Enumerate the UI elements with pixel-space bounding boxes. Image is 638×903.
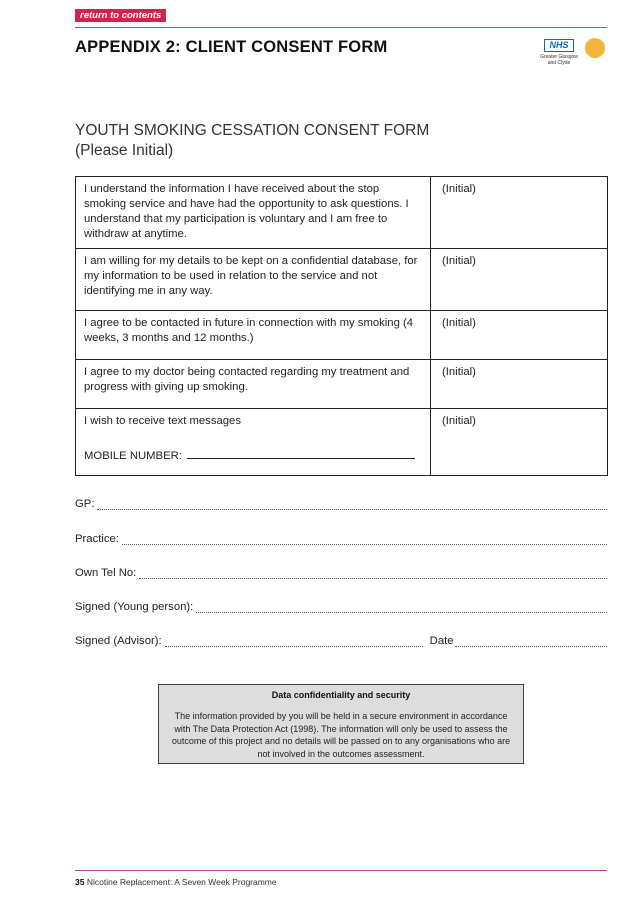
date-field[interactable] [455, 638, 607, 647]
consent-statement [76, 409, 431, 476]
mobile-number-field[interactable] [187, 449, 415, 459]
appendix-title: APPENDIX 2: CLIENT CONSENT FORM [75, 38, 388, 56]
table-row [76, 249, 608, 311]
initial-box[interactable]: (Initial) [431, 177, 608, 249]
nhs-logo-mark: NHS [544, 39, 574, 52]
consent-statement: I am willing for my details to be kept on a confidential database, for my information to be used in relation to the service and not identifying me in any way. [76, 249, 431, 311]
signed-advisor-field[interactable] [165, 638, 423, 647]
consent-statement: I understand the information I have received about the stop smoking service and have had the opportunity to ask questions. I understand that my participation is voluntary and I am free to withdraw at anytime. [76, 177, 431, 249]
notice-body: The information provided by you will be held in a secure environment in accordance with The Data Protection Act (1998). The information will only be used to assess the outcome of this project and no details will be passed on to any organisations who are not involved in the outcomes assessment. [171, 711, 511, 759]
nhs-logo [535, 39, 583, 85]
initial-box[interactable]: (Initial) [431, 249, 608, 311]
practice-field[interactable] [122, 536, 607, 545]
nhs-logo-line2: and Clyde [547, 60, 571, 66]
consent-table [75, 176, 608, 476]
gp-field[interactable] [97, 501, 607, 510]
practice-field-row [75, 533, 607, 545]
signed-young-label: Signed (Young person): [75, 601, 194, 613]
sun-icon [585, 38, 605, 58]
header-divider [75, 27, 607, 28]
form-title-instruction: (Please Initial) [75, 142, 174, 159]
page-footer [75, 877, 277, 887]
own-tel-label: Own Tel No: [75, 567, 137, 579]
consent-statement: I agree to be contacted in future in connection with my smoking (4 weeks, 3 months and 12 months.) [76, 311, 431, 360]
footer-title: Nicotine Replacement: A Seven Week Programme [86, 877, 277, 887]
return-to-contents-link[interactable]: return to contents [75, 9, 166, 22]
initial-box[interactable]: (Initial) [431, 409, 608, 476]
mobile-number-row [84, 449, 423, 464]
page-number: 35 [75, 877, 85, 887]
gp-label: GP: [75, 498, 95, 510]
initial-box[interactable]: (Initial) [431, 311, 608, 360]
table-row [76, 360, 608, 409]
form-title [75, 121, 429, 161]
own-tel-field-row [75, 567, 607, 579]
nhs-logo-line1: Greater Glasgow [540, 54, 578, 60]
programme-logo [583, 38, 607, 74]
form-title-main: YOUTH SMOKING CESSATION CONSENT FORM [75, 122, 430, 139]
table-row [76, 409, 608, 476]
text-message-statement: I wish to receive text messages [84, 415, 241, 427]
table-row [76, 177, 608, 249]
footer-divider [75, 870, 607, 871]
consent-statement: I agree to my doctor being contacted regarding my treatment and progress with giving up smoking. [76, 360, 431, 409]
initial-box[interactable]: (Initial) [431, 360, 608, 409]
date-label: Date [429, 635, 454, 647]
practice-label: Practice: [75, 533, 119, 545]
own-tel-field[interactable] [139, 570, 607, 579]
signed-advisor-row [75, 635, 607, 647]
table-row [76, 311, 608, 360]
signed-young-row [75, 601, 607, 613]
signed-young-field[interactable] [196, 604, 607, 613]
signed-advisor-label: Signed (Advisor): [75, 635, 162, 647]
gp-field-row [75, 498, 607, 510]
notice-title: Data confidentiality and security [271, 690, 411, 700]
data-confidentiality-notice [158, 684, 524, 764]
mobile-number-label: MOBILE NUMBER: [84, 450, 182, 462]
